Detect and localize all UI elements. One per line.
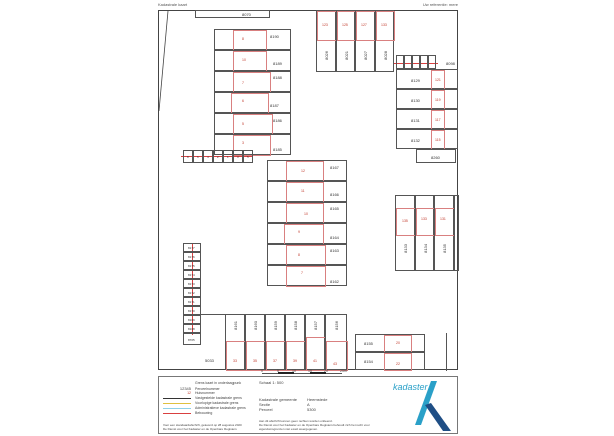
scale-bar-line bbox=[262, 373, 342, 374]
legend-item bbox=[163, 391, 215, 395]
parcel[interactable]: 8260 bbox=[416, 149, 456, 163]
parcel[interactable]: 8158 39 bbox=[285, 314, 305, 370]
parcel[interactable]: 2 bbox=[213, 150, 223, 163]
parcel[interactable]: 8132 115 bbox=[396, 129, 458, 149]
parcel[interactable]: 3 8185 bbox=[214, 134, 291, 155]
parcel[interactable]: 8173 bbox=[183, 279, 201, 288]
parcel[interactable]: 8129 121 bbox=[396, 69, 458, 89]
parcel[interactable]: 8169 bbox=[183, 315, 201, 324]
parcel[interactable]: 8155 20 bbox=[355, 334, 425, 352]
parcel[interactable]: 123 8026 bbox=[316, 10, 336, 72]
parcel[interactable]: 6 8187 bbox=[214, 92, 291, 113]
building-outline bbox=[306, 337, 326, 371]
scale-label: Schaal 1: 500 bbox=[259, 380, 284, 385]
parcel[interactable]: 5 8186 bbox=[214, 113, 291, 134]
legend-label: Vastgestelde kadastrale grens bbox=[195, 396, 242, 400]
parcel[interactable]: 11 8166 bbox=[267, 181, 347, 202]
parcel[interactable]: 8170 bbox=[183, 306, 201, 315]
right-edge-line bbox=[446, 333, 447, 371]
building-outline bbox=[286, 161, 324, 182]
parcel[interactable]: 8156 43 bbox=[325, 314, 347, 370]
line-swatch-icon bbox=[163, 413, 191, 414]
header-reference: Uw referentie: mere bbox=[422, 2, 458, 7]
left-block bbox=[214, 29, 291, 155]
legend-label: Huisnummer bbox=[195, 391, 215, 395]
building-outline bbox=[231, 93, 269, 114]
parcel[interactable]: 8171 bbox=[183, 297, 201, 306]
parcel[interactable]: 8161 33 bbox=[225, 314, 245, 370]
center-block bbox=[267, 160, 347, 286]
parcel[interactable]: 135 8133 bbox=[395, 195, 415, 271]
disclaimer: Aan dit afschrift kunnen geen rechten worden ontleend. bbox=[259, 419, 333, 423]
cadastral-map[interactable] bbox=[158, 10, 458, 370]
road-line bbox=[201, 314, 225, 315]
parcel[interactable]: 8131 117 bbox=[396, 109, 458, 129]
parcel[interactable]: 8 8190 bbox=[214, 29, 291, 50]
legend-item bbox=[163, 411, 212, 415]
parcel[interactable]: 131 8135 bbox=[434, 195, 454, 271]
disclaimer: eigendomsgrenzen niet exact weergegeven. bbox=[259, 427, 318, 431]
municipality-label: Kadastrale gemeente bbox=[259, 397, 298, 402]
building-outline bbox=[233, 114, 273, 135]
legend-footer: Voor een standaardafschrift, geleverd op 28 augustus 2020 bbox=[163, 423, 242, 427]
legend-item bbox=[163, 406, 246, 410]
bottom-right-block bbox=[355, 334, 425, 370]
legend-panel bbox=[158, 376, 458, 434]
line-swatch-icon bbox=[163, 408, 191, 409]
parcel[interactable]: 8 bbox=[183, 150, 193, 163]
parcel[interactable]: 7 8188 bbox=[214, 71, 291, 92]
parcel[interactable]: 8175 bbox=[183, 261, 201, 270]
parcel[interactable]: 8177 bbox=[183, 243, 201, 252]
building-outline bbox=[226, 341, 246, 371]
parcel[interactable]: 5 bbox=[243, 150, 253, 163]
building-outline bbox=[435, 208, 455, 236]
parcel[interactable]: 133 8134 bbox=[415, 195, 434, 271]
parcel[interactable]: 8159 37 bbox=[265, 314, 285, 370]
parcel[interactable]: 9 8164 bbox=[267, 223, 347, 244]
legend-label: Perceelnummer bbox=[195, 386, 220, 391]
building-outline bbox=[233, 30, 267, 51]
legend-item bbox=[163, 401, 238, 405]
legend-label: Grens kaart in onderlaagpunk bbox=[195, 381, 242, 385]
brand-text: kadaster bbox=[393, 382, 428, 392]
parcel[interactable] bbox=[420, 55, 428, 69]
scale-tick: 20 bbox=[324, 369, 328, 373]
parcel-value: 5300 bbox=[307, 407, 316, 412]
line-swatch-icon bbox=[163, 398, 191, 399]
disclaimer: De Dienst voor het Kadaster en de Openbare Registers behoudt zich het recht voor bbox=[259, 423, 370, 427]
parcel[interactable]: 7 8162 bbox=[267, 265, 347, 286]
parcel[interactable]: 4 bbox=[203, 150, 213, 163]
municipality-value: Heemstede bbox=[307, 397, 328, 402]
parcel[interactable]: 8705 bbox=[183, 333, 201, 345]
parcel[interactable]: 8 8163 bbox=[267, 244, 347, 265]
legend-label: Administratieve kadastrale grens bbox=[195, 406, 246, 410]
parcel[interactable] bbox=[396, 55, 404, 69]
legend-label: Voorlopige kadastrale grens bbox=[195, 401, 239, 405]
section-label: Sectie bbox=[259, 402, 271, 407]
building-outline bbox=[286, 182, 324, 203]
section-value: A bbox=[307, 402, 310, 407]
building-outline bbox=[284, 224, 324, 245]
line-swatch-icon bbox=[163, 403, 191, 404]
building-outline bbox=[286, 341, 306, 371]
building-outline bbox=[286, 266, 326, 287]
building-outline bbox=[286, 245, 326, 266]
legend-symbol: 12345 bbox=[179, 386, 191, 391]
parcel[interactable]: 10 8189 bbox=[214, 50, 291, 71]
top-row bbox=[316, 10, 394, 72]
parcel[interactable]: 8130 119 bbox=[396, 89, 458, 109]
parcel[interactable]: 8172 bbox=[183, 288, 201, 297]
parcel-number: 8070 bbox=[242, 12, 251, 17]
parcel[interactable]: 10 8165 bbox=[267, 202, 347, 223]
parcel[interactable]: 12 8167 bbox=[267, 160, 347, 181]
legend-item bbox=[163, 396, 242, 400]
header-title: Kadastrale kaart bbox=[158, 2, 188, 7]
parcel-top[interactable] bbox=[195, 10, 270, 18]
parcel[interactable]: 8176 bbox=[183, 252, 201, 261]
scale-tick: 0 bbox=[261, 369, 263, 373]
parcel[interactable]: 127 8027 bbox=[355, 10, 375, 72]
parcel-number: 5033 bbox=[205, 358, 214, 363]
scale-bar bbox=[261, 369, 347, 375]
parcel-label: Perceel bbox=[259, 407, 273, 412]
scale-tick: 25m bbox=[340, 369, 347, 373]
parcel[interactable]: 8168 bbox=[183, 324, 201, 333]
parcel[interactable]: 3 bbox=[233, 150, 243, 163]
building-outline bbox=[233, 51, 267, 72]
right-block: 8098 8129 121 8130 119 8131 117 8132 115 8260 bbox=[396, 55, 458, 177]
kadaster-logo-icon bbox=[391, 379, 457, 433]
parcel[interactable]: 8157 41 bbox=[305, 314, 325, 370]
parcel[interactable] bbox=[454, 195, 459, 271]
building-outline bbox=[416, 208, 435, 236]
kadaster-logo bbox=[391, 379, 457, 433]
building-outline bbox=[233, 72, 271, 93]
scale-tick: 10 bbox=[292, 369, 296, 373]
parcel[interactable]: 133 8028 bbox=[375, 10, 394, 72]
parcel[interactable] bbox=[412, 55, 420, 69]
legend-symbol: 12 bbox=[187, 391, 191, 395]
building-outline bbox=[266, 341, 286, 371]
parcel[interactable] bbox=[404, 55, 412, 69]
left-strip bbox=[183, 243, 201, 353]
parcel[interactable]: 8154 22 bbox=[355, 352, 425, 370]
parcel[interactable]: 1 bbox=[223, 150, 233, 163]
building-outline bbox=[246, 341, 266, 371]
left-strip-row bbox=[183, 150, 253, 163]
building-outline bbox=[326, 341, 348, 371]
parcel[interactable] bbox=[428, 55, 436, 69]
parcel[interactable]: 8174 bbox=[183, 270, 201, 279]
scale-tick: 15 bbox=[308, 369, 312, 373]
legend-footer: De Dienst voor het Kadaster en de Openbare Registers bbox=[163, 427, 237, 431]
bottom-row bbox=[225, 314, 347, 370]
parcel[interactable]: 8160 35 bbox=[245, 314, 265, 370]
right-lower-block bbox=[395, 195, 459, 271]
legend-item bbox=[163, 381, 241, 385]
parcel[interactable]: 125 8021 bbox=[336, 10, 355, 72]
parcel[interactable]: 6 bbox=[193, 150, 203, 163]
scale-tick: 5 bbox=[277, 369, 279, 373]
legend-label: Bebouwing bbox=[195, 411, 213, 415]
